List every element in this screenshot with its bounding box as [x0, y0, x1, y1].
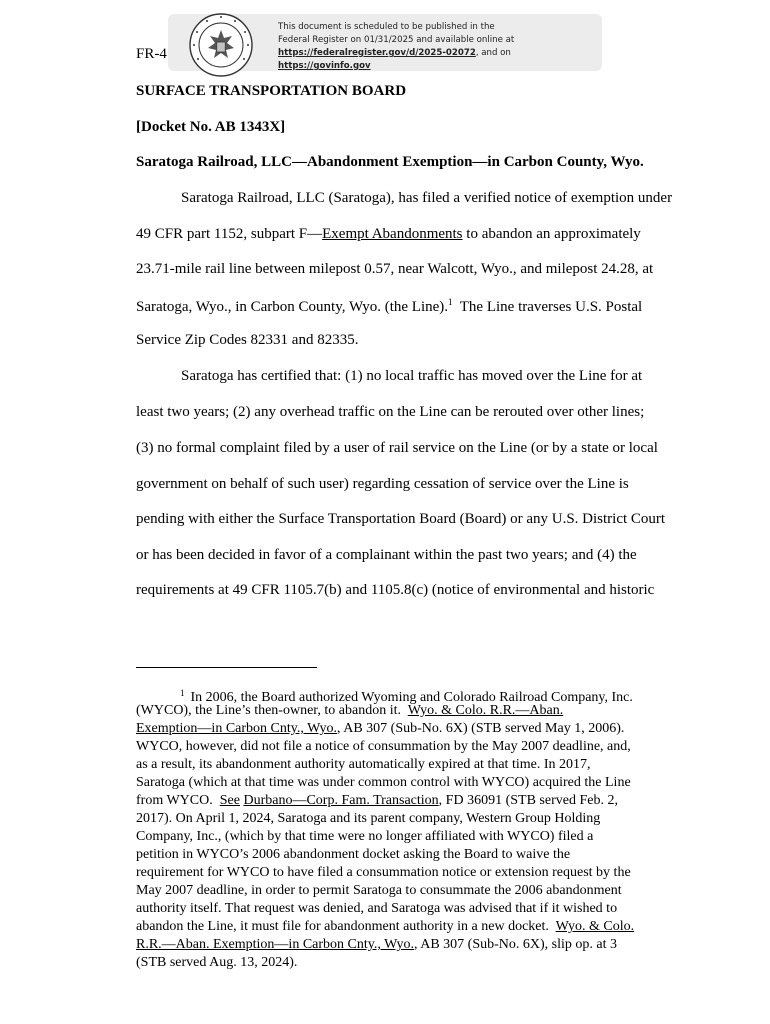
federal-register-seal-icon: [188, 12, 254, 78]
fr-number: FR-4: [136, 46, 167, 62]
docket-number: [Docket No. AB 1343X]: [136, 119, 286, 135]
banner-text: This document is scheduled to be published in the Federal Register on 01/31/2025 and available online at https://federalregister.gov/d/2025-02072, and on https://govinfo.gov: [278, 22, 515, 71]
publication-banner: [168, 14, 602, 71]
footnote-ref[interactable]: 1: [448, 297, 453, 307]
footnote-divider: [136, 667, 317, 668]
govinfo-link[interactable]: https://govinfo.gov: [278, 61, 371, 71]
document-title: Saratoga Railroad, LLC—Abandonment Exemption—in Carbon County, Wyo.: [136, 154, 644, 170]
federalregister-link[interactable]: https://federalregister.gov/d/2025-02072: [278, 48, 476, 58]
agency-heading: SURFACE TRANSPORTATION BOARD: [136, 83, 407, 99]
